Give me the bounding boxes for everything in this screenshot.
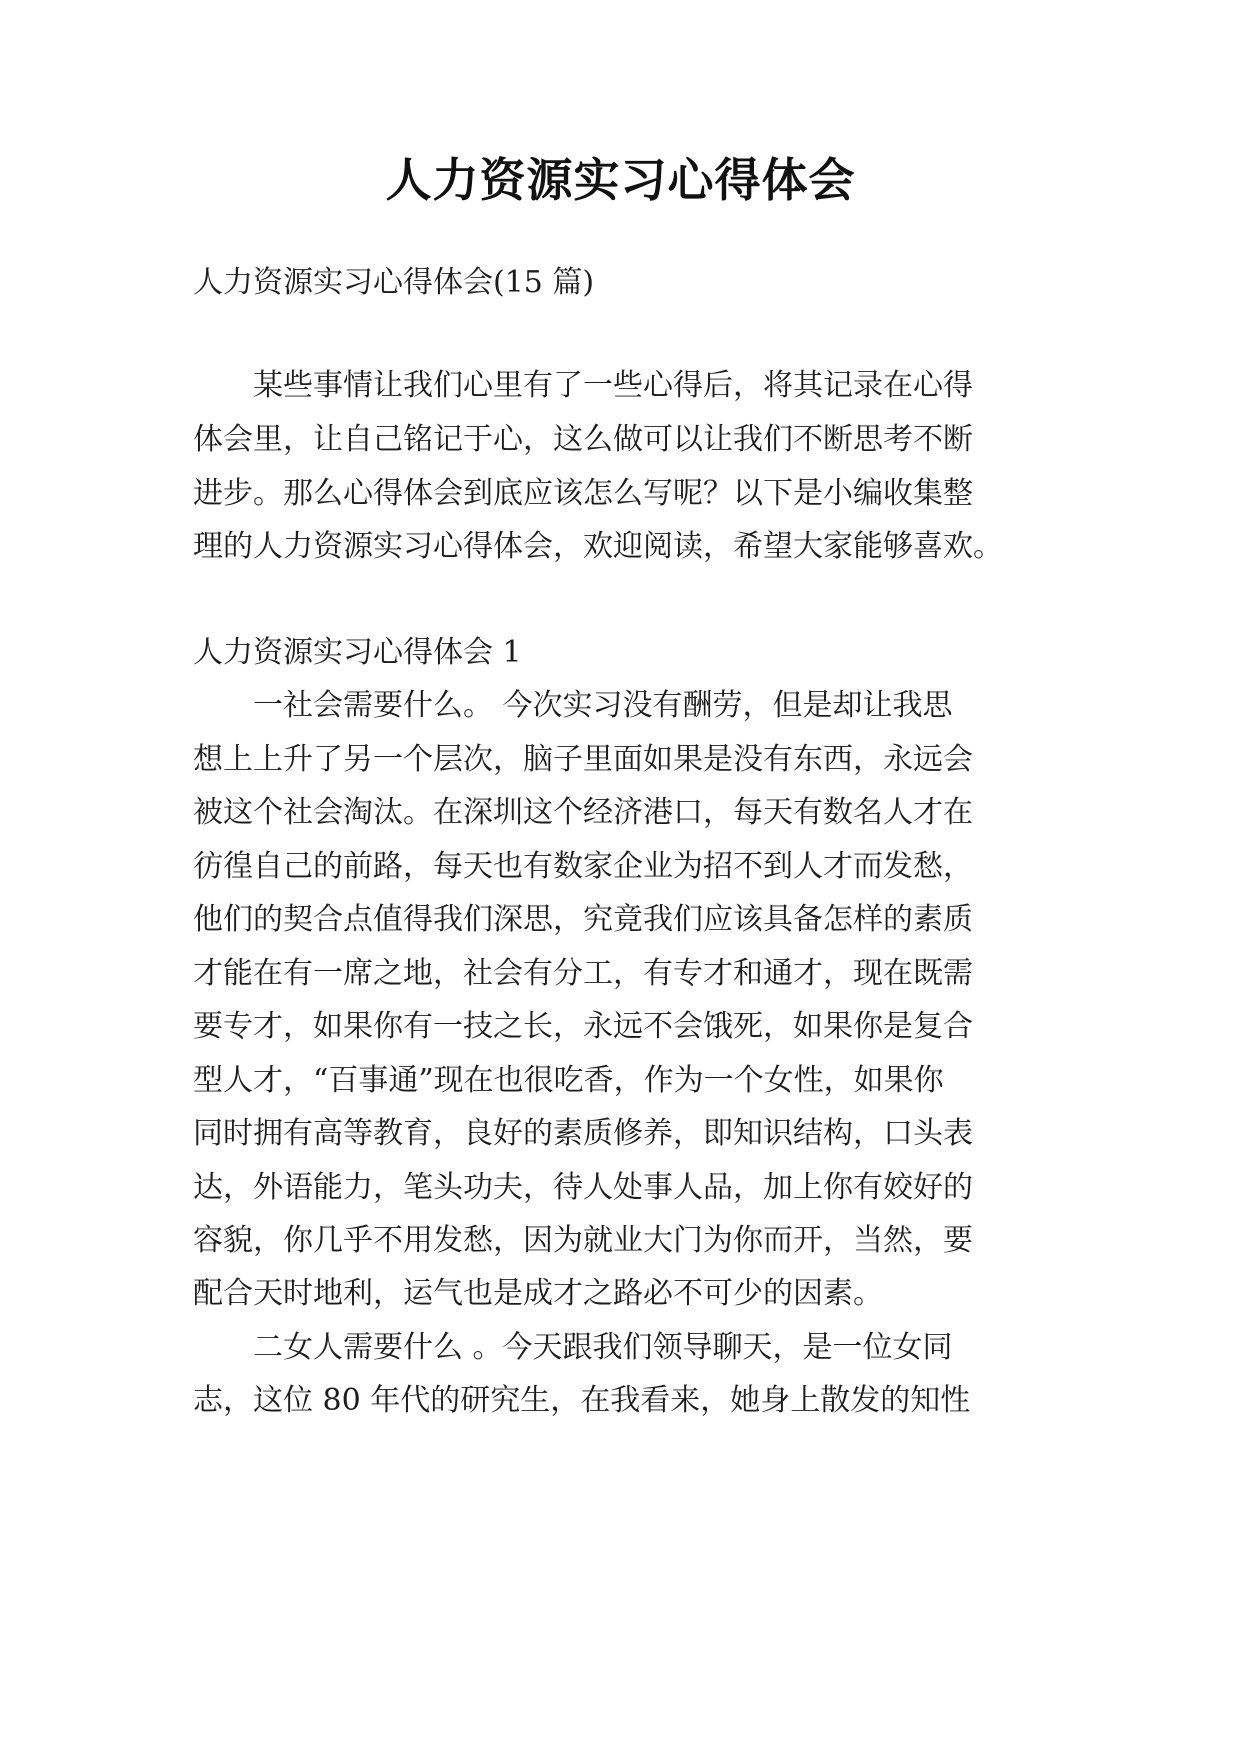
section1-line: 容貌，你几乎不用发愁，因为就业大门为你而开，当然，要: [193, 1223, 973, 1258]
document-subtitle: 人力资源实习心得体会(15 篇): [193, 265, 595, 300]
intro-line: 理的人力资源实习心得体会，欢迎阅读，希望大家能够喜欢。: [193, 529, 1003, 564]
section1-line: 他们的契合点值得我们深思，究竟我们应该具备怎样的素质: [193, 902, 973, 937]
section1-line: 被这个社会淘汰。在深圳这个经济港口，每天有数名人才在: [193, 795, 973, 830]
section1-line: 配合天时地利，运气也是成才之路必不可少的因素。: [193, 1276, 883, 1311]
intro-line: 进步。那么心得体会到底应该怎么写呢？以下是小编收集整: [193, 476, 973, 511]
document-title: 人力资源实习心得体会: [385, 153, 856, 207]
section1-line: 同时拥有高等教育，良好的素质修养，即知识结构，口头表: [193, 1116, 973, 1151]
section1-line: 想上上升了另一个层次，脑子里面如果是没有东西，永远会: [193, 742, 973, 777]
section1-line: 才能在有一席之地，社会有分工，有专才和通才，现在既需: [193, 956, 973, 991]
section1-line: 型人才，“百事通”现在也很吃香，作为一个女性，如果你: [193, 1063, 944, 1098]
intro-line: 体会里，让自己铭记于心，这么做可以让我们不断思考不断: [193, 422, 973, 457]
section2-line: 二女人需要什么 。今天跟我们领导聊天，是一位女同: [253, 1330, 953, 1365]
section1-line: 要专才，如果你有一技之长，永远不会饿死，如果你是复合: [193, 1009, 973, 1044]
intro-line: 某些事情让我们心里有了一些心得后，将其记录在心得: [253, 368, 973, 403]
section-heading: 人力资源实习心得体会 1: [193, 635, 522, 670]
section2-line: 志，这位 80 年代的研究生，在我看来，她身上散发的知性: [193, 1383, 971, 1418]
section1-line: 彷徨自己的前路，每天也有数家企业为招不到人才而发愁，: [193, 849, 973, 884]
section1-line: 一社会需要什么。 今次实习没有酬劳，但是却让我思: [253, 688, 953, 723]
section1-line: 达，外语能力，笔头功夫，待人处事人品，加上你有姣好的: [193, 1170, 973, 1205]
